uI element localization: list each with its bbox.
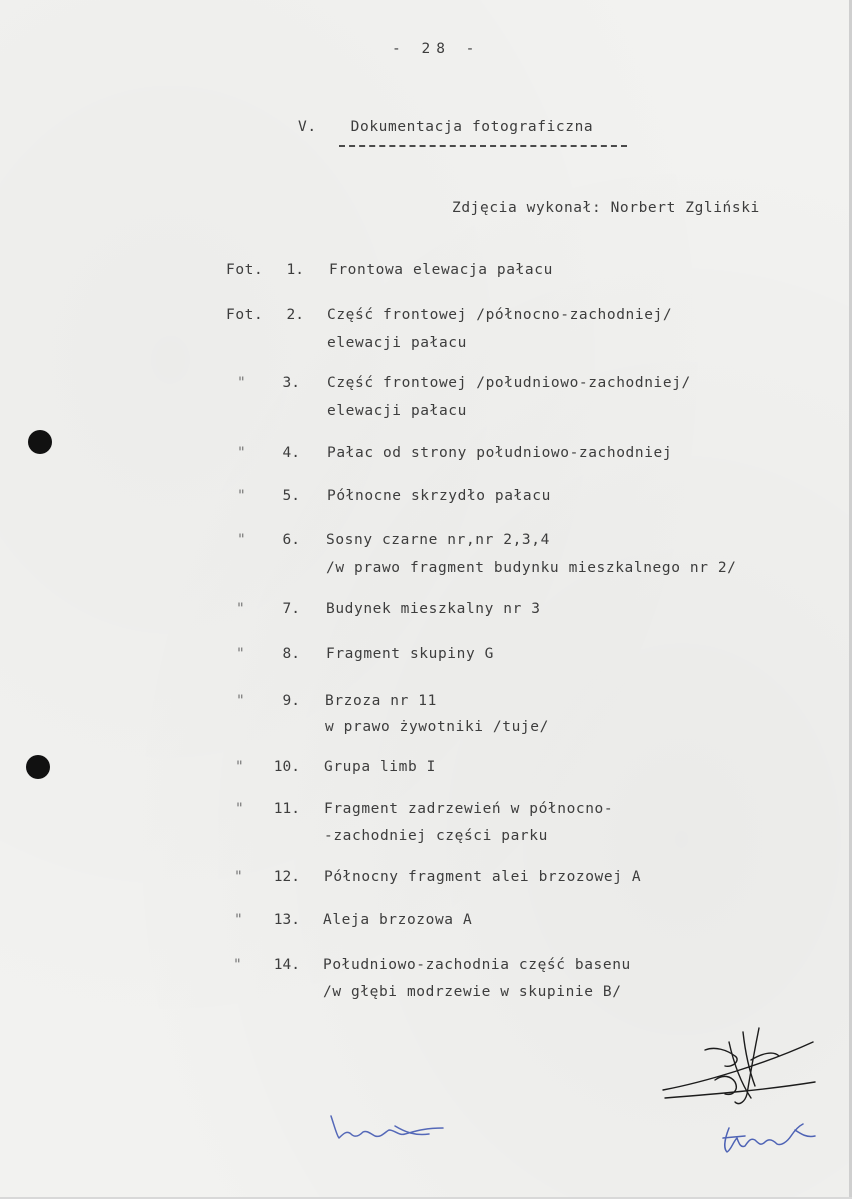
- entry-caption: Część frontowej /północno-zachodniej/: [327, 307, 673, 323]
- ditto-mark: ": [237, 445, 247, 461]
- entry-caption: Fragment skupiny G: [326, 646, 494, 662]
- entry-number: 6.: [282, 532, 300, 548]
- section-numeral: V.: [298, 119, 317, 135]
- entry-caption: Fragment zadrzewień w północno-: [324, 801, 614, 817]
- entry-caption: Część frontowej /południowo-zachodniej/: [327, 375, 691, 391]
- entry-caption-continued: w prawo żywotniki /tuje/: [325, 719, 549, 735]
- entry-caption: Frontowa elewacja pałacu: [329, 262, 553, 278]
- entry-caption: Sosny czarne nr,nr 2,3,4: [326, 532, 550, 548]
- entry-caption-continued: /w głębi modrzewie w skupinie B/: [323, 984, 622, 1000]
- section-title: Dokumentacja fotograficzna: [350, 119, 594, 135]
- entry-caption-continued: /w prawo fragment budynku mieszkalnego nr 2/: [326, 560, 737, 576]
- entry-caption: Północny fragment alei brzozowej A: [324, 869, 642, 885]
- entry-number: 13.: [273, 912, 300, 928]
- entry-caption-continued: elewacji pałacu: [327, 403, 467, 419]
- entry-number: 10.: [273, 759, 300, 775]
- section-heading: [298, 118, 593, 136]
- heading-underline: [339, 145, 627, 147]
- entry-number: 9.: [282, 693, 300, 709]
- entry-caption-continued: -zachodniej części parku: [324, 828, 548, 844]
- entry-number: 4.: [282, 445, 300, 461]
- photographer-credit: Zdjęcia wykonał: Norbert Zgliński: [452, 200, 760, 216]
- entry-caption: Grupa limb I: [324, 759, 436, 775]
- entry-number: 12.: [273, 869, 300, 885]
- ditto-mark: ": [236, 601, 246, 617]
- page-number: - 28 -: [392, 41, 481, 57]
- entry-caption: Brzoza nr 11: [325, 693, 437, 709]
- entry-number: 7.: [282, 601, 300, 617]
- entry-number: 3.: [282, 375, 300, 391]
- ditto-mark: ": [234, 912, 244, 928]
- entry-number: 5.: [282, 488, 300, 504]
- signature-blue-left: [325, 1108, 450, 1148]
- entry-caption: Pałac od strony południowo-zachodniej: [327, 445, 673, 461]
- entry-prefix: Fot.: [226, 262, 264, 278]
- entry-number: 11.: [273, 801, 300, 817]
- entry-prefix: Fot.: [226, 307, 264, 323]
- entry-caption: Aleja brzozowa A: [323, 912, 473, 928]
- entry-caption: Budynek mieszkalny nr 3: [326, 601, 541, 617]
- entry-caption: Północne skrzydło pałacu: [327, 488, 551, 504]
- ditto-mark: ": [236, 693, 246, 709]
- entry-number: 8.: [282, 646, 300, 662]
- signature-blue-right: [715, 1108, 825, 1160]
- ditto-mark: ": [237, 488, 247, 504]
- ditto-mark: ": [235, 759, 245, 775]
- entry-caption-continued: elewacji pałacu: [327, 335, 467, 351]
- ditto-mark: ": [233, 957, 243, 973]
- ditto-mark: ": [237, 375, 247, 391]
- entry-number: 1.: [286, 262, 304, 278]
- ditto-mark: ": [235, 801, 245, 817]
- ditto-mark: ": [234, 869, 244, 885]
- punch-hole-lower: [26, 755, 50, 779]
- entry-caption: Południowo-zachodnia część basenu: [323, 957, 631, 973]
- punch-hole-upper: [28, 430, 52, 454]
- ditto-mark: ": [237, 532, 247, 548]
- entry-number: 2.: [286, 307, 304, 323]
- entry-number: 14.: [273, 957, 300, 973]
- signature-scribble: [655, 1020, 825, 1120]
- ditto-mark: ": [236, 646, 246, 662]
